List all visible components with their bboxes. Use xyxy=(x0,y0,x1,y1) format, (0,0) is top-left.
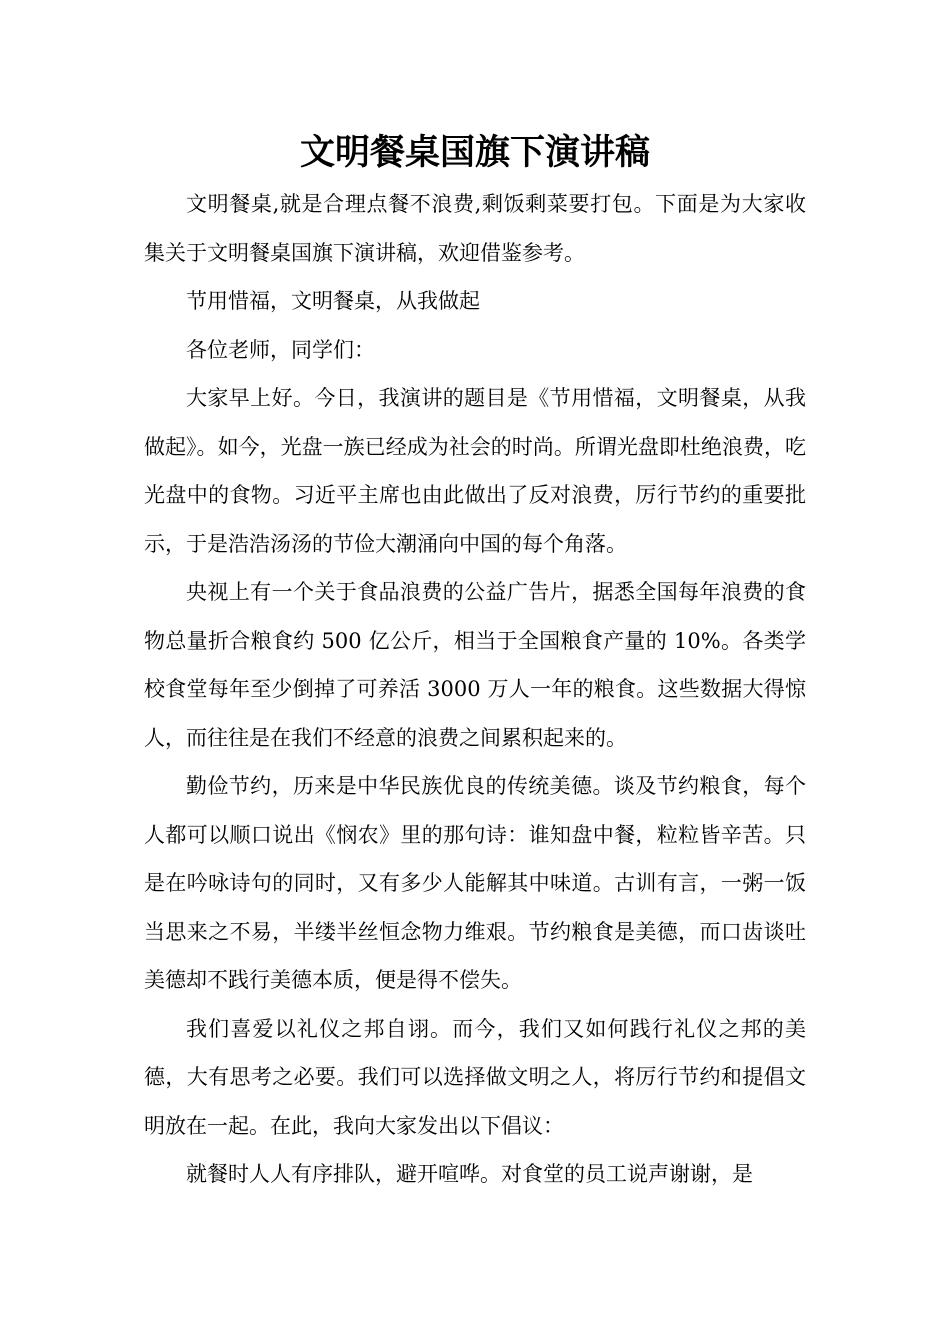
document-title: 文明餐桌国旗下演讲稿 xyxy=(299,133,650,173)
paragraph-subtitle: 节用惜福，文明餐桌，从我做起 xyxy=(186,289,480,313)
paragraph-opening: 大家早上好。今日，我演讲的题目是《节用惜福，文明餐桌，从我做起》。如今，光盘一族已经成为社会的时尚。所谓光盘即杜绝浪费，吃光盘中的食物。习近平主席也由此做出了反对浪费，厉行节约的重要批示，于是浩浩汤汤的节俭大潮涌向中国的每个角落。 xyxy=(144,386,806,556)
paragraph-statistics: 央视上有一个关于食品浪费的公益广告片，据悉全国每年浪费的食物总量折合粮食约 500 亿公斤，相当于全国粮食产量的 10%。各类学校食堂每年至少倒掉了可养活 3000 万人一年的粮食。这些数据大得惊人，而往往是在我们不经意的浪费之间累积起来的。 xyxy=(144,580,806,750)
paragraph-tradition: 勤俭节约，历来是中华民族优良的传统美德。谈及节约粮食，每个人都可以顺口说出《悯农》里的那句诗：谁知盘中餐，粒粒皆辛苦。只是在吟咏诗句的同时，又有多少人能解其中味道。古训有言，一粥一饭当思来之不易，半缕半丝恒念物力维艰。节约粮食是美德，而口齿谈吐美德却不践行美德本质，便是得不偿失。 xyxy=(144,774,806,992)
paragraph-intro: 文明餐桌,就是合理点餐不浪费,剩饭剩菜要打包。下面是为大家收集关于文明餐桌国旗下演讲稿，欢迎借鉴参考。 xyxy=(144,192,806,265)
paragraph-proposal: 就餐时人人有序排队，避开喧哗。对食堂的员工说声谢谢，是 xyxy=(186,1162,753,1186)
document-body xyxy=(144,180,806,1199)
paragraph-etiquette: 我们喜爱以礼仪之邦自诩。而今，我们又如何践行礼仪之邦的美德，大有思考之必要。我们可以选择做文明之人，将厉行节约和提倡文明放在一起。在此，我向大家发出以下倡议： xyxy=(144,1016,806,1138)
paragraph-salutation: 各位老师，同学们： xyxy=(186,337,375,362)
